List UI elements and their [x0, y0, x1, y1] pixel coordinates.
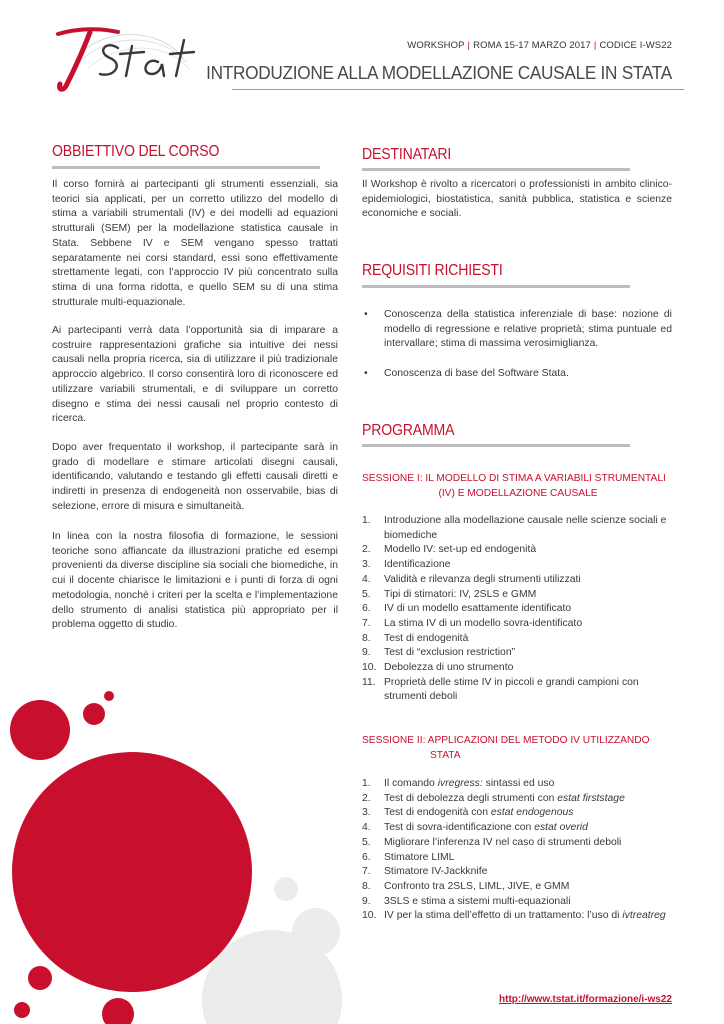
heading-programma: PROGRAMMA — [362, 422, 455, 439]
item-text: Stimatore LIML — [384, 851, 455, 863]
heading-rule-destinatari — [362, 168, 630, 171]
item-command: ivtreatreg — [622, 910, 666, 922]
heading-rule-programma — [362, 444, 630, 447]
meta-dates: ROMA 15-17 MARZO 2017 — [473, 40, 591, 51]
session-2-title-line2: STATA — [430, 750, 461, 761]
item-number: 8. — [362, 632, 371, 644]
list-item — [362, 806, 672, 821]
item-command: ivregress: — [437, 778, 483, 789]
item-number: 11. — [362, 676, 376, 688]
meta-separator-2: | — [593, 40, 597, 51]
item-number: 5. — [362, 836, 371, 848]
paragraph-1: Il corso fornirà ai partecipanti gli strumenti essenziali, sia teorici sia applicati, per un corretto utilizzo del modello di stima a variabili strumentali (IV) e dei modelli ad equazioni strutturali (SEM) per la modellazione statistica causale in Stata. Sebbene IV e SEM vengano spesso trattati separatamente nei corsi standard, essi sono effettivamente strettamente legati, con l’approccio IV più concentrato sulla stima di una forma ridotta, e quello SEM su di una stima strutturale multi-equazionale. — [52, 179, 338, 308]
heading-rule-requisiti — [362, 285, 630, 288]
list-item — [362, 661, 672, 676]
page-title: INTRODUZIONE ALLA MODELLAZIONE CAUSALE IN STATA — [206, 62, 672, 83]
title-divider — [232, 89, 684, 90]
item-number: 3. — [362, 807, 371, 819]
list-item — [362, 514, 672, 543]
requisito-text: Conoscenza della statistica inferenziale di base: nozione di modello di regressione e relative proprietà; stima puntuale ed intervallare; stima di massima verosimiglianza. — [384, 309, 672, 350]
item-number: 8. — [362, 880, 371, 892]
item-number: 10. — [362, 910, 377, 922]
list-item — [362, 602, 672, 617]
item-text: Modello IV: set-up ed endogenità — [384, 544, 537, 556]
item-text: Confronto tra 2SLS, LIML, JIVE, e GMM — [384, 880, 570, 892]
list-item — [362, 543, 672, 558]
session-2-title — [362, 733, 674, 763]
item-number: 2. — [362, 544, 371, 556]
paragraph-4: In linea con la nostra filosofia di formazione, le sessioni teoriche sono affiancate da illustrazioni pratiche ed esempi provenienti da diverse discipline sia sociali che biomediche, in cui il docente chiarisce le limitazioni e i punti di forza di ogni metodologia, nonchè i criteri per la scelta e l’implementazione dello strumento di analisi statistica più appropriato per il problema oggetto di studio. — [52, 531, 338, 631]
item-text: La stima IV di un modello sovra-identificato — [384, 617, 583, 629]
meta-workshop: WORKSHOP — [407, 40, 465, 51]
item-number: 1. — [362, 778, 371, 789]
list-item — [362, 865, 672, 880]
grey-circle-large — [202, 930, 342, 1024]
course-meta — [407, 40, 672, 51]
session-1-title-line1: SESSIONE I: IL MODELLO DI STIMA A VARIABILI STRUMENTALI — [362, 473, 666, 484]
item-text: Identificazione — [384, 559, 451, 571]
destinatari-text: Il Workshop è rivolto a ricercatori o professionisti in ambito clinico-epidemiologici, biostatistica, sanità pubblica, statistica e scienze economiche e sociali. — [362, 179, 672, 220]
item-text: IV di un modello esattamente identificato — [384, 603, 572, 615]
item-number: 4. — [362, 822, 371, 834]
list-item — [362, 792, 672, 807]
heading-requisiti: REQUISITI RICHIESTI — [362, 262, 503, 279]
item-text: Debolezza di uno strumento — [384, 662, 514, 674]
paragraph-2: Ai partecipanti verrà data l’opportunità sia di imparare a costruire rappresentazioni grafiche sia intuitive dei nessi causali nella propria ricerca, sia di utilizzare il più tradizionale approccio algebrico. Il corso consentirà loro di riconoscere ed utilizzare variabili strumentali, e di sviluppare un corretto disegno e stima dei nessi causali nel proprio contesto di ricerca. — [52, 325, 338, 425]
session-2-title-line1: SESSIONE II: APPLICAZIONI DEL METODO IV UTILIZZANDO — [362, 735, 650, 746]
session-1-title — [362, 471, 674, 501]
list-item — [362, 880, 672, 895]
item-command: estat overid — [534, 822, 588, 834]
red-circle-mid — [83, 703, 105, 725]
session-1-title-line2: (IV) E MODELLAZIONE CAUSALE — [438, 488, 598, 499]
list-item — [362, 558, 672, 573]
bullet-icon: • — [364, 309, 368, 320]
red-circle-top — [10, 700, 70, 760]
item-number: 9. — [362, 647, 371, 659]
red-circle-main — [12, 752, 252, 992]
item-text: Test di debolezza degli strumenti con — [384, 792, 558, 804]
list-item — [362, 588, 672, 603]
item-text: Proprietà delle stime IV in piccoli e grandi campioni con strumenti deboli — [384, 676, 639, 703]
requisiti-list — [362, 308, 672, 397]
list-item — [362, 367, 672, 382]
item-text: Test di “exclusion restriction” — [384, 647, 516, 659]
tstat-logo — [48, 18, 208, 98]
list-item — [362, 836, 672, 851]
item-text: 3SLS e stima a sistemi multi-equazionali — [384, 895, 571, 907]
item-text: Stimatore IV-Jackknife — [384, 866, 488, 878]
list-item — [362, 676, 672, 705]
item-number: 5. — [362, 588, 371, 600]
list-item — [362, 777, 672, 792]
session-2-list — [362, 777, 672, 924]
bullet-icon: • — [364, 368, 368, 380]
red-circle-small — [104, 691, 114, 701]
item-command: estat firststage — [557, 792, 625, 804]
item-command: estat endogenous — [490, 807, 574, 819]
item-number: 7. — [362, 866, 371, 878]
item-text: Tipi di stimatori: IV, 2SLS e GMM — [384, 588, 537, 600]
list-item — [362, 821, 672, 836]
grey-circle-medium — [292, 908, 340, 956]
item-text: Validità e rilevanza degli strumenti utilizzati — [384, 573, 581, 585]
item-text-suffix: sintassi ed uso — [482, 778, 555, 789]
heading-rule-obbiettivo — [52, 166, 320, 169]
list-item — [362, 909, 672, 924]
meta-code: CODICE I-WS22 — [599, 40, 672, 51]
item-text: IV per la stima dell’effetto di un trattamento: l’uso di — [384, 910, 623, 922]
meta-separator: | — [467, 40, 471, 51]
grey-circle-small — [274, 877, 298, 901]
item-number: 10. — [362, 662, 377, 674]
red-circle-bottom-left — [14, 1002, 30, 1018]
list-item — [362, 851, 672, 866]
item-number: 3. — [362, 559, 371, 571]
red-circle-bottom — [102, 998, 134, 1024]
item-text: Test di endogenità con — [384, 807, 491, 819]
item-number: 1. — [362, 515, 371, 526]
item-number: 6. — [362, 851, 371, 863]
heading-obbiettivo: OBBIETTIVO DEL CORSO — [52, 143, 220, 160]
item-text: Test di endogenità — [384, 632, 469, 644]
item-text: Test di sovra-identificazione con — [384, 822, 535, 834]
list-item — [362, 632, 672, 647]
item-number: 9. — [362, 895, 371, 907]
item-text: Introduzione alla modellazione causale nelle scienze sociali e biomediche — [384, 515, 667, 541]
list-item — [362, 895, 672, 910]
requisito-text: Conoscenza di base del Software Stata. — [384, 368, 569, 380]
item-number: 6. — [362, 603, 371, 615]
red-circle-lower — [28, 966, 52, 990]
course-url-link[interactable]: http://www.tstat.it/formazione/i-ws22 — [499, 994, 672, 1005]
paragraph-3: Dopo aver frequentato il workshop, il partecipante sarà in grado di modellare e stimare articolati disegni causali, identificando, valutando e testando gli effetti causali diretti e indiretti in presenza di endogeneità non osservabile, bias di selezione, errore di misura e simultaneità. — [52, 442, 338, 512]
item-number: 4. — [362, 573, 371, 585]
session-1-list — [362, 514, 672, 705]
item-number: 7. — [362, 617, 371, 629]
item-text: Migliorare l’inferenza IV nel caso di strumenti deboli — [384, 836, 622, 848]
list-item — [362, 646, 672, 661]
list-item — [362, 573, 672, 588]
heading-destinatari: DESTINATARI — [362, 146, 452, 163]
list-item — [362, 308, 672, 352]
item-number: 2. — [362, 792, 371, 804]
list-item — [362, 617, 672, 632]
item-text: Il comando — [384, 778, 438, 789]
